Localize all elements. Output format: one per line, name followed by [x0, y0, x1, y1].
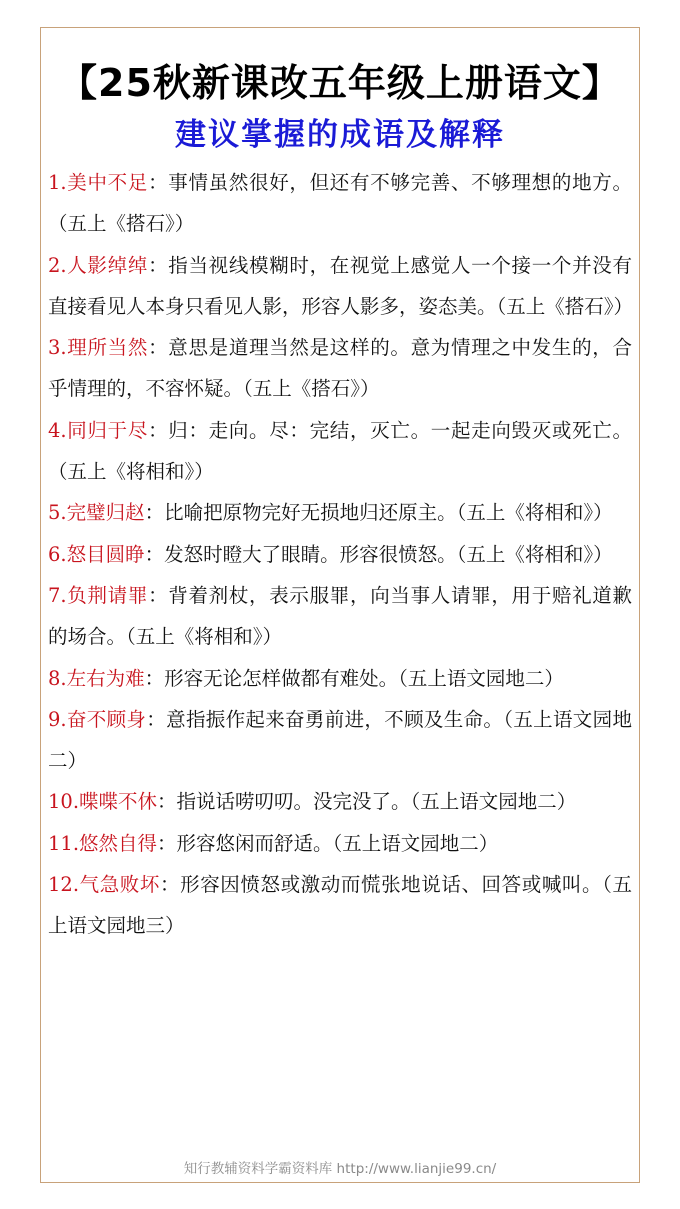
- idiom-separator: ：: [144, 542, 165, 566]
- idiom-term: 悠然自得: [79, 831, 158, 855]
- idiom-entry: [48, 699, 632, 782]
- idiom-entry: [48, 492, 632, 533]
- idiom-number: 10.: [48, 790, 80, 814]
- idiom-explanation: 比喻把原物完好无损地归还原主。（五上《将相和》）: [164, 501, 613, 525]
- idiom-entry: [48, 823, 632, 864]
- idiom-separator: ：: [157, 831, 177, 855]
- idiom-term: 左右为难: [66, 666, 145, 690]
- idiom-entry: [48, 658, 632, 699]
- idiom-term: 怒目圆睁: [66, 542, 145, 566]
- idiom-term: 人影绰绰: [66, 253, 149, 277]
- idiom-number: 4.: [48, 418, 67, 442]
- idiom-number: 9.: [48, 707, 67, 731]
- idiom-term: 理所当然: [66, 336, 149, 360]
- idiom-term: 喋喋不休: [79, 790, 158, 814]
- idiom-separator: ：: [160, 873, 181, 897]
- idiom-number: 8.: [48, 666, 67, 690]
- idiom-number: 1.: [48, 171, 67, 194]
- page-subtitle: 建议掌握的成语及解释: [175, 117, 505, 153]
- idiom-explanation: 事情虽然很好，但还有不够完善、不够理想的地方。（五上《搭石》）: [48, 171, 632, 236]
- idiom-explanation: 指当视线模糊时，在视觉上感觉人一个接一个并没有直接看见人本身只看见人影，形容人影多，姿态美。（五上《搭石》）: [48, 253, 634, 318]
- idiom-term: 同归于尽: [66, 418, 149, 442]
- idiom-term: 气急败坏: [79, 873, 160, 897]
- idiom-number: 11.: [48, 831, 80, 855]
- idiom-number: 3.: [48, 336, 67, 360]
- idiom-number: 7.: [48, 583, 67, 607]
- idiom-term: 负荆请罪: [66, 583, 149, 607]
- idiom-explanation: 归：走向。尽：完结，灭亡。一起走向毁灭或死亡。（五上《将相和》）: [48, 418, 632, 484]
- idiom-entry: [48, 162, 632, 245]
- idiom-explanation: 形容因愤怒或激动而慌张地说话、回答或喊叫。（五上语文园地三）: [48, 873, 632, 938]
- idiom-entry: [48, 534, 632, 575]
- idiom-entry: [48, 575, 632, 658]
- idiom-number: 5.: [48, 501, 67, 525]
- idiom-entry: [48, 864, 632, 947]
- idiom-separator: ：: [144, 501, 165, 525]
- idiom-explanation: 意思是道理当然是这样的。意为情理之中发生的，合乎情理的，不容怀疑。（五上《搭石》）: [48, 336, 632, 401]
- idiom-separator: ：: [148, 171, 169, 194]
- idiom-separator: ：: [157, 790, 177, 814]
- idiom-entry: [48, 410, 632, 493]
- idiom-entry: [48, 327, 632, 410]
- footer-watermark: 知行教辅资料学霸资料库 http://www.lianjie99.cn/: [183, 1161, 497, 1177]
- idiom-separator: ：: [148, 418, 169, 442]
- idiom-term: 奋不顾身: [66, 707, 147, 731]
- idiom-explanation: 发怒时瞪大了眼睛。形容很愤怒。（五上《将相和》）: [164, 542, 613, 566]
- idiom-separator: ：: [148, 583, 169, 607]
- idiom-term: 完璧归赵: [66, 501, 145, 525]
- idiom-explanation: 背着剂杖，表示服罪，向当事人请罪，用于赔礼道歉的场合。（五上《将相和》）: [48, 583, 632, 649]
- idiom-entry: [48, 781, 632, 822]
- idiom-separator: ：: [148, 253, 169, 277]
- idiom-explanation: 指说话唠叨叨。没完没了。（五上语文园地二）: [176, 790, 577, 814]
- idiom-explanation: 意指振作起来奋勇前进，不顾及生命。（五上语文园地二）: [48, 707, 632, 773]
- idiom-separator: ：: [148, 336, 169, 360]
- idiom-explanation: 形容悠闲而舒适。（五上语文园地二）: [176, 831, 499, 855]
- idiom-separator: ：: [144, 666, 165, 690]
- idiom-number: 2.: [48, 253, 67, 277]
- idiom-number: 6.: [48, 542, 67, 566]
- idiom-number: 12.: [48, 873, 80, 897]
- idiom-entry: [48, 245, 632, 328]
- idiom-list: [48, 162, 632, 947]
- idiom-explanation: 形容无论怎样做都有难处。（五上语文园地二）: [164, 666, 564, 690]
- idiom-term: 美中不足: [66, 171, 149, 194]
- page-title: 【25秋新课改五年级上册语文】: [59, 61, 621, 105]
- idiom-separator: ：: [146, 707, 167, 731]
